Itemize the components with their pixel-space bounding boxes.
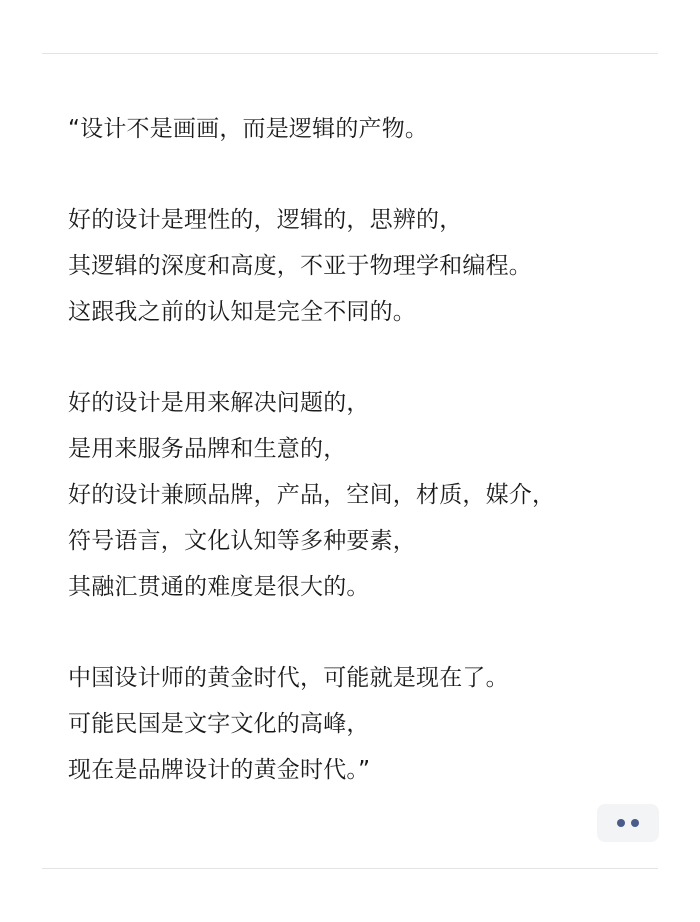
quote-line: 中国设计师的黄金时代，可能就是现在了。 xyxy=(68,665,509,691)
quote-paragraph xyxy=(68,380,668,610)
quote-line: 其逻辑的深度和高度，不亚于物理学和编程。 xyxy=(68,253,532,279)
bottom-divider xyxy=(42,868,658,869)
quote-paragraph xyxy=(68,655,668,793)
more-button[interactable] xyxy=(597,804,659,842)
quote-text xyxy=(68,106,668,838)
quote-line: 是用来服务品牌和生意的， xyxy=(68,436,347,462)
quote-line: 其融汇贯通的难度是很大的。 xyxy=(68,574,370,600)
quote-line: “设计不是画画，而是逻辑的产物。 xyxy=(68,116,429,142)
more-dots-icon xyxy=(617,819,625,827)
quote-line: 这跟我之前的认知是完全不同的。 xyxy=(68,299,416,325)
quote-line: 好的设计是用来解决问题的， xyxy=(68,390,370,416)
quote-line: 现在是品牌设计的黄金时代。” xyxy=(68,757,371,783)
more-dots-icon xyxy=(631,819,639,827)
top-divider xyxy=(42,53,658,54)
quote-line: 好的设计是理性的，逻辑的，思辨的， xyxy=(68,207,463,233)
quote-line: 符号语言，文化认知等多种要素， xyxy=(68,528,416,554)
quote-paragraph xyxy=(68,106,668,152)
quote-line: 可能民国是文字文化的高峰， xyxy=(68,711,370,737)
quote-paragraph xyxy=(68,197,668,335)
quote-line: 好的设计兼顾品牌，产品，空间，材质，媒介， xyxy=(68,482,556,508)
